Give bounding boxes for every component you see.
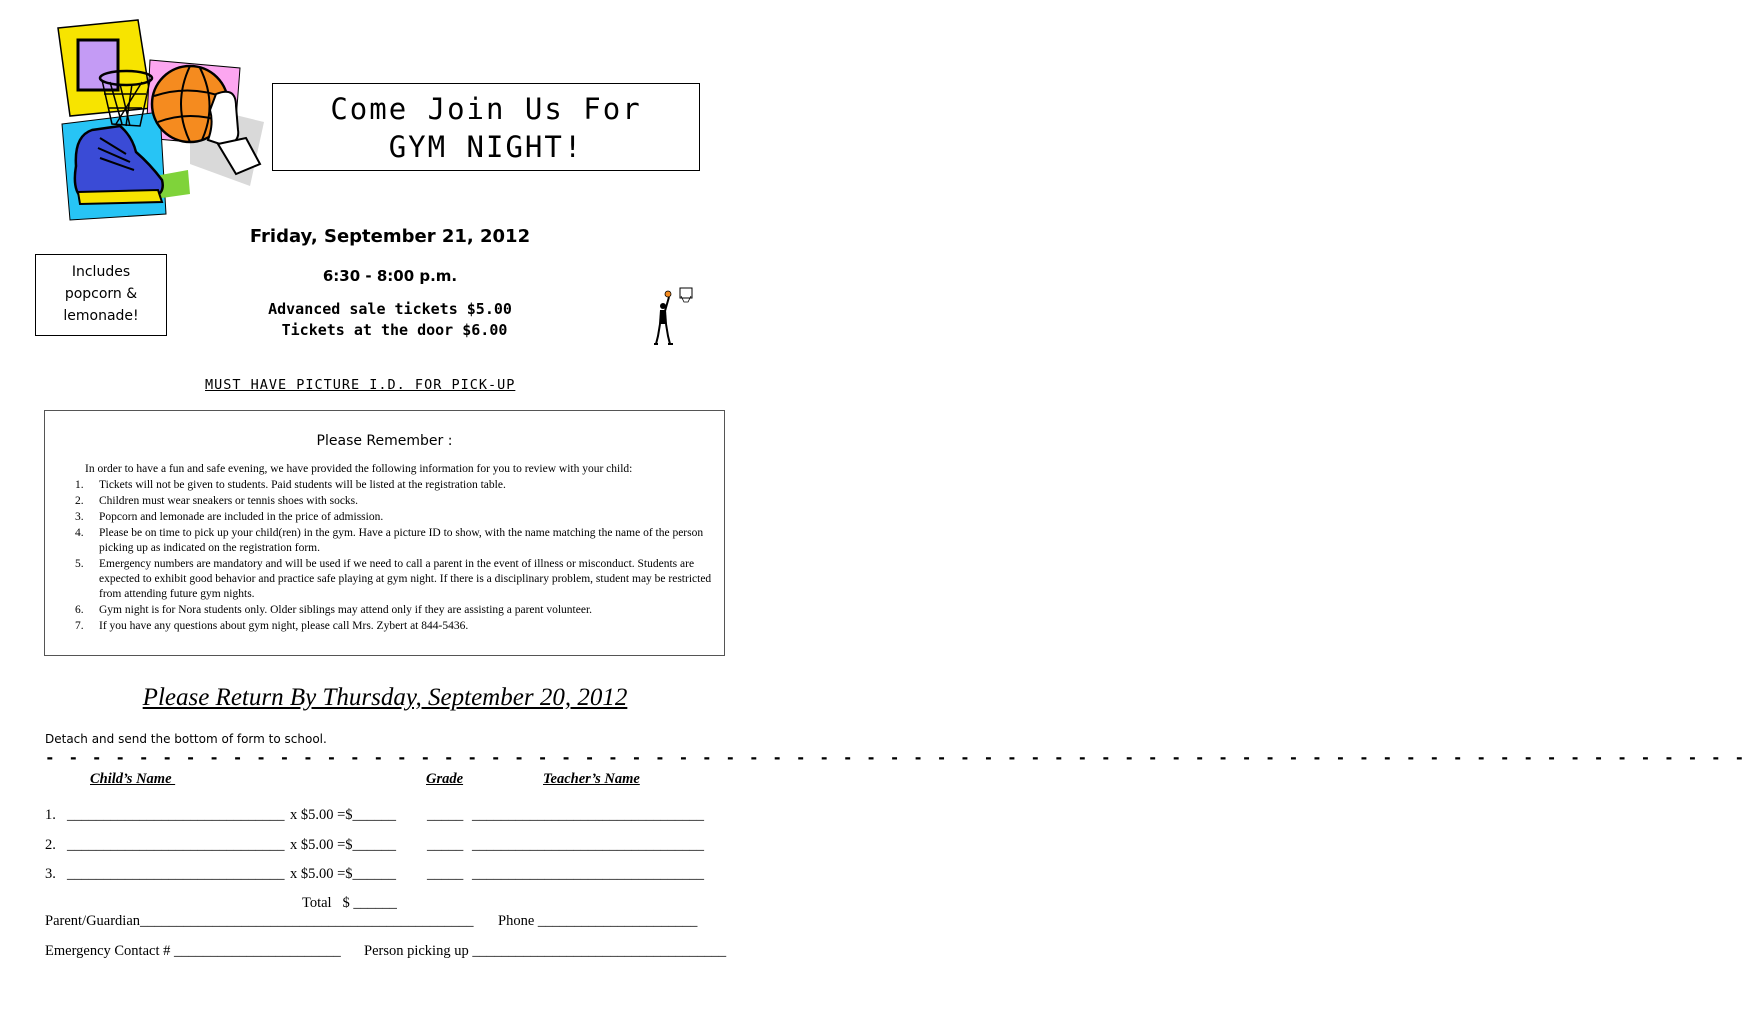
col-grade: Grade (426, 771, 464, 787)
row-3-grade-field[interactable]: _____ (427, 866, 464, 882)
advanced-ticket-price: Advanced sale tickets $5.00 (268, 300, 512, 318)
list-item: 3. Popcorn and lemonade are included in the price of admission. (75, 511, 384, 523)
return-by-heading: Please Return By Thursday, September 20, 2012 (142, 684, 628, 711)
title-line-1: Come Join Us For (330, 92, 642, 126)
col-child-name: Child’s Name (90, 771, 176, 787)
row-1-price-field[interactable]: x $5.00 =$______ (290, 807, 397, 823)
list-item: 2. Children must wear sneakers or tennis shoes with socks. (75, 495, 359, 507)
row-3-price-field[interactable]: x $5.00 =$______ (290, 866, 397, 882)
mini-ball-icon (665, 291, 671, 297)
list-item: 4. Please be on time to pick up your child(ren) in the gym. Have a picture ID to show, with the name matching the name of the person picking up as indicated on the registration form. (75, 527, 704, 554)
remember-box (44, 410, 725, 656)
pickup-notice: MUST HAVE PICTURE I.D. FOR PICK-UP (205, 377, 516, 393)
total-field[interactable]: Total $ ______ (302, 895, 397, 911)
detach-note: Detach and send the bottom of form to school. (45, 732, 327, 746)
event-time: 6:30 - 8:00 p.m. (322, 267, 458, 285)
gym-clipart (40, 14, 270, 224)
row-2-price-field[interactable]: x $5.00 =$______ (290, 837, 397, 853)
row-2-teacher-field[interactable]: ________________________________ (472, 837, 704, 853)
mini-backboard-icon (680, 288, 692, 298)
row-2-grade-field[interactable]: _____ (427, 837, 464, 853)
player-clipart (648, 284, 698, 350)
row-1-teacher-field[interactable]: ________________________________ (472, 807, 704, 823)
row-3-number: 3. (45, 866, 56, 882)
row-1-number: 1. (45, 807, 56, 823)
includes-box (35, 254, 167, 336)
list-item: 1. Tickets will not be given to students. Paid students will be listed at the registration table. (75, 479, 506, 491)
row-3-teacher-field[interactable]: ________________________________ (472, 866, 704, 882)
person-picking-up-field[interactable]: Person picking up ___________________________________ (364, 943, 727, 959)
list-item: 7. If you have any questions about gym night, please call Mrs. Zybert at 844-5436. (75, 620, 469, 632)
phone-field[interactable]: Phone ______________________ (498, 913, 698, 929)
cut-line: - - - - - - - - - - - - - - - - - - - - - - - - - - - - - - - - - - - - - - - - - - - - - - - - - - - - - - - - - - - - - - - - - - - - - - - - - (45, 748, 1746, 767)
includes-line-1: Includes (71, 264, 131, 280)
remember-title: Please Remember : (316, 433, 453, 449)
includes-line-3: lemonade! (63, 308, 139, 324)
event-date: Friday, September 21, 2012 (249, 226, 531, 247)
row-2-child-name-field[interactable]: ______________________________ (67, 837, 285, 853)
row-1-grade-field[interactable]: _____ (427, 807, 464, 823)
emergency-contact-field[interactable]: Emergency Contact # _______________________ (45, 943, 341, 959)
remember-intro: In order to have a fun and safe evening, we have provided the following information for you to review with your child: (85, 463, 633, 475)
list-item: 5. Emergency numbers are mandatory and will be used if we need to call a parent in the event of illness or misconduct. Students are expected to exhibit good behavior and practice safe playing at gym night. If there is a disciplinary problem, student may be restricted from attending future gym nights. (75, 558, 712, 600)
backboard-icon (78, 40, 118, 90)
title-line-2: GYM NIGHT! (388, 130, 584, 164)
remember-list (75, 478, 715, 635)
row-3-child-name-field[interactable]: ______________________________ (67, 866, 285, 882)
col-teacher-name: Teacher’s Name (543, 771, 640, 787)
row-2-number: 2. (45, 837, 56, 853)
title-box (272, 83, 700, 171)
parent-guardian-field[interactable]: Parent/Guardian______________________________________________ (45, 913, 474, 929)
includes-line-2: popcorn & (64, 286, 138, 302)
door-ticket-price: Tickets at the door $6.00 (272, 321, 508, 339)
list-item: 6. Gym night is for Nora students only. Older siblings may attend only if they are assisting a parent volunteer. (75, 604, 593, 616)
row-1-child-name-field[interactable]: ______________________________ (67, 807, 285, 823)
